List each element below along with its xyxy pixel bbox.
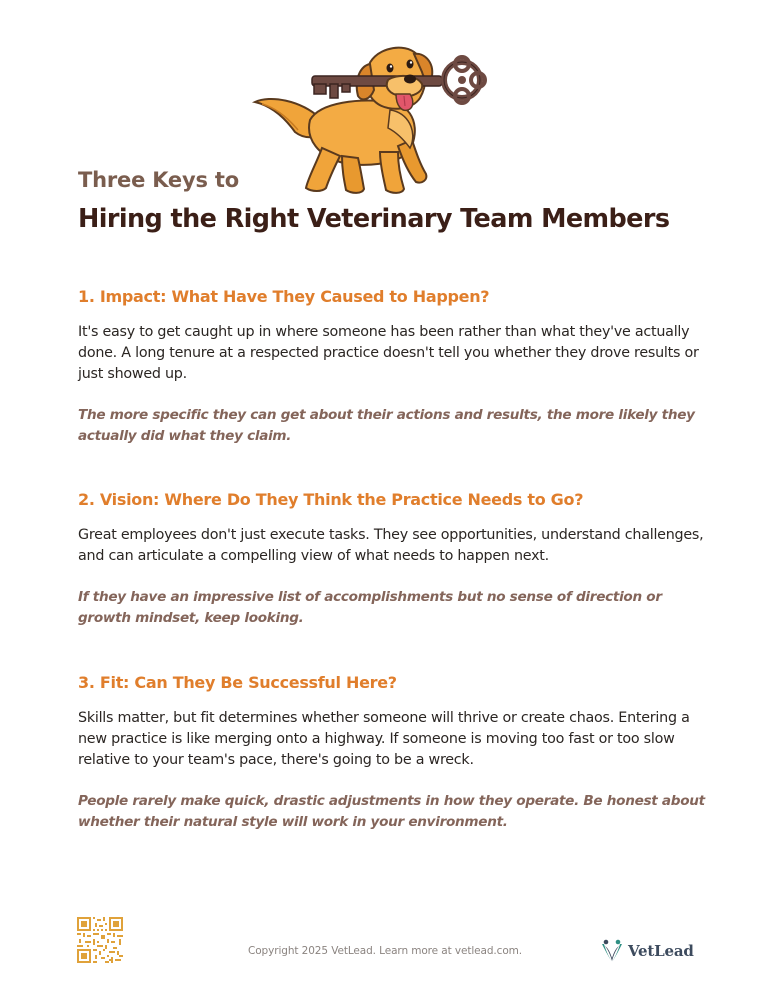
vetlead-logo[interactable] (600, 938, 694, 964)
golden-retriever-with-key-illustration (250, 40, 510, 200)
section-note: The more specific they can get about their actions and results, the more likely they actually did what they claim. (78, 407, 695, 444)
title-kicker: Three Keys to (78, 168, 239, 192)
section-vision (78, 490, 708, 629)
section-body: Skills matter, but fit determines whether someone will thrive or create chaos. Entering a new practice is like merging onto a highway. If someone is moving too fast or too slow relative to your team's pace, there's going to be a wreck. (78, 710, 690, 768)
section-body: It's easy to get caught up in where someone has been rather than what they've actually done. A long tenure at a respected practice doesn't tell you whether they drove results or just showed up. (78, 324, 699, 382)
section-body: Great employees don't just execute tasks. They see opportunities, understand challenges, and can articulate a compelling view of what needs to happen next. (78, 527, 704, 564)
section-heading: 1. Impact: What Have They Caused to Happen? (78, 287, 490, 306)
section-heading: 2. Vision: Where Do They Think the Practice Needs to Go? (78, 490, 584, 509)
qr-code-icon[interactable] (77, 917, 123, 963)
section-note: People rarely make quick, drastic adjustments in how they operate. Be honest about whether their natural style will work in your environment. (78, 793, 705, 830)
section-heading: 3. Fit: Can They Be Successful Here? (78, 673, 397, 692)
logo-text: VetLead (628, 942, 694, 960)
section-fit (78, 673, 708, 833)
section-note: If they have an impressive list of accomplishments but no sense of direction or growth mindset, keep looking. (78, 589, 662, 626)
vetlead-logo-icon (600, 938, 624, 964)
copyright-text: Copyright 2025 VetLead. Learn more at vetlead.com. (248, 945, 523, 957)
section-impact (78, 287, 708, 447)
page-title: Hiring the Right Veterinary Team Members (78, 204, 670, 234)
